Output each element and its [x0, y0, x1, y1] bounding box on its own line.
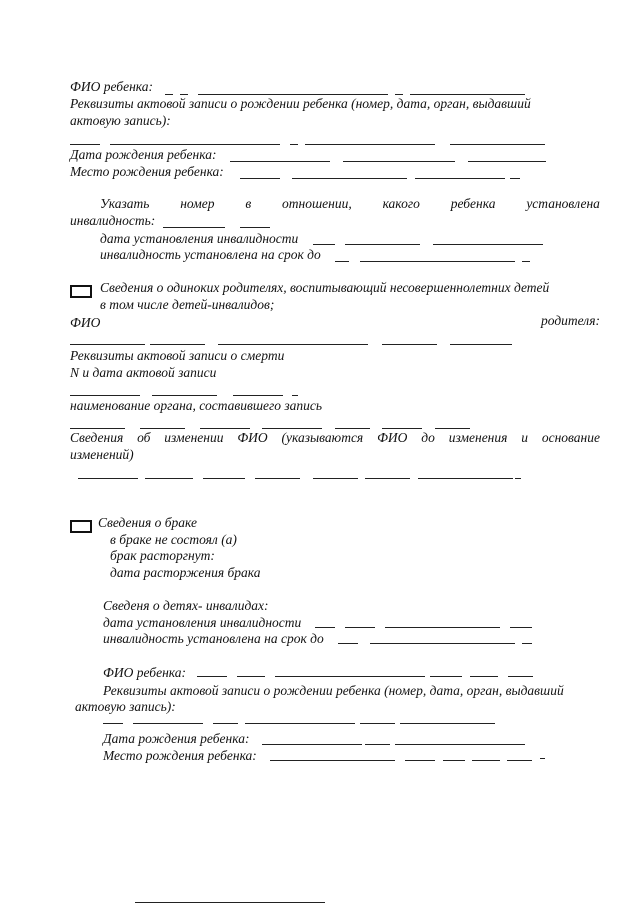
- disabled-children-heading: Сведеня о детях- инвалидах:: [103, 598, 269, 613]
- child1-fio-label: ФИО ребенка:: [70, 79, 153, 94]
- disability-word-4: отношении,: [282, 196, 352, 211]
- marriage-divorced: брак расторгнут:: [110, 548, 215, 563]
- name-change-word-6: ФИО: [377, 430, 408, 445]
- disability-instruction: [100, 196, 600, 212]
- disabled-children-date-label: дата установления инвалидности: [103, 615, 302, 630]
- name-change-word-7: до: [421, 430, 435, 445]
- child1-birth-record-label: Реквизиты актовой записи о рождении ребенка (номер, дата, орган, выдавший: [70, 96, 531, 111]
- marriage-checkbox[interactable]: [70, 520, 92, 533]
- disabled-children-term-label: инвалидность установлена на срок до: [103, 631, 324, 646]
- disability-word-5: какого: [382, 196, 420, 211]
- disability-word-2: номер: [180, 196, 215, 211]
- death-record-number-date-label: N и дата актовой записи: [70, 365, 217, 380]
- name-change-word-4: ФИО: [237, 430, 268, 445]
- disability-word-3: в: [245, 196, 252, 211]
- single-parents-checkbox[interactable]: [70, 285, 92, 298]
- disability-term-label: инвалидность установлена на срок до: [100, 247, 321, 262]
- child1-birth-record-label-cont: актовую запись):: [70, 113, 171, 128]
- child2-birth-date-label: Дата рождения ребенка:: [103, 731, 250, 746]
- disability-instruction-cont: инвалидность:: [70, 213, 156, 228]
- parent-label: родителя:: [541, 313, 600, 328]
- name-change-word-8: изменения: [448, 430, 508, 445]
- marriage-not-married: в браке не состоял (а): [110, 532, 237, 547]
- name-change-word-2: об: [137, 430, 151, 445]
- name-change-word-10: основание: [541, 430, 600, 445]
- marriage-heading: Сведения о браке: [98, 515, 197, 530]
- name-change-label-cont: изменений): [70, 447, 134, 462]
- death-record-authority-label: наименование органа, составившего запись: [70, 398, 323, 413]
- death-record-label: Реквизиты актовой записи о смерти: [70, 348, 285, 363]
- name-change-word-1: Сведения: [70, 430, 124, 445]
- name-change-word-3: изменении: [164, 430, 224, 445]
- child2-birth-place-label: Место рождения ребенка:: [103, 748, 257, 763]
- child2-birth-record-label: Реквизиты актовой записи о рождении ребенка (номер, дата, орган, выдавший: [103, 683, 564, 698]
- marriage-divorce-date: дата расторжения брака: [110, 565, 261, 580]
- disability-word-6: ребенка: [450, 196, 496, 211]
- disability-date-label: дата установления инвалидности: [100, 231, 299, 246]
- name-change-word-5: (указываются: [281, 430, 364, 445]
- single-parents-heading-cont: в том числе детей-инвалидов;: [100, 297, 275, 312]
- child1-birth-date-label: Дата рождения ребенка:: [70, 147, 217, 162]
- disability-word-1: Указать: [100, 196, 150, 211]
- child2-birth-record-label-cont: актовую запись):: [75, 699, 176, 714]
- name-change-label: [70, 430, 600, 446]
- disability-word-7: установлена: [526, 196, 600, 211]
- name-change-word-9: и: [521, 430, 528, 445]
- parent-fio-label: ФИО: [70, 315, 101, 330]
- child1-birth-place-label: Место рождения ребенка:: [70, 164, 224, 179]
- bottom-rule: [135, 902, 325, 903]
- single-parents-heading: Сведения о одиноких родителях, воспитывающий несовершеннолетних детей: [100, 280, 550, 295]
- child2-fio-label: ФИО ребенка:: [103, 665, 186, 680]
